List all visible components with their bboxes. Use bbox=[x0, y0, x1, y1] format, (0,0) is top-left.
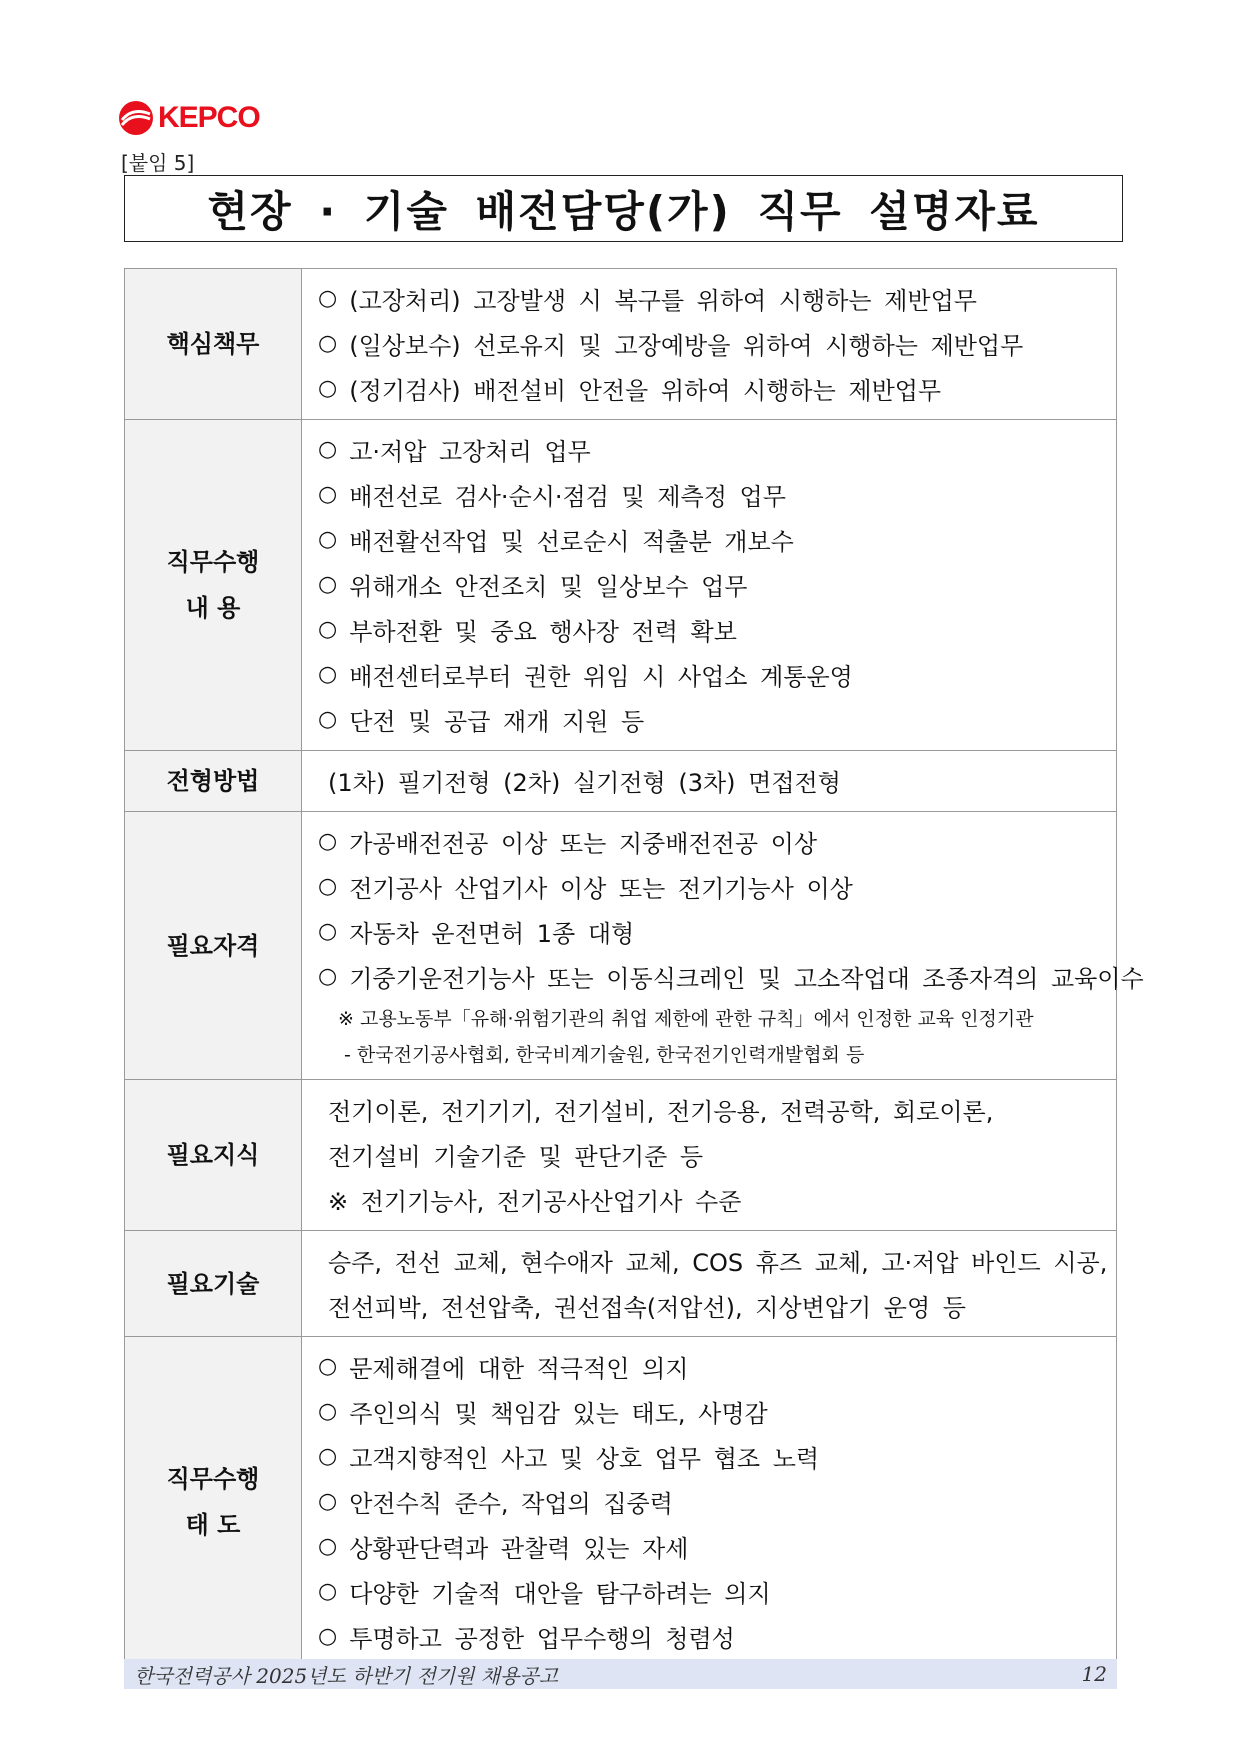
circle-bullet-icon: ○ bbox=[318, 1399, 338, 1424]
text-line: 전선피박, 전선압축, 권선접속(저압선), 지상변압기 운영 등 bbox=[328, 1294, 966, 1322]
title-box bbox=[124, 175, 1123, 242]
circle-bullet-icon: ○ bbox=[318, 829, 338, 854]
row-label: 필요기술 bbox=[166, 1269, 260, 1298]
circle-bullet-icon: ○ bbox=[318, 376, 338, 401]
circle-bullet-icon: ○ bbox=[318, 286, 338, 311]
list-item bbox=[318, 562, 1100, 607]
list-item bbox=[318, 1524, 1100, 1569]
list-item-text: 안전수칙 준수, 작업의 집중력 bbox=[349, 1490, 673, 1518]
list-item-text: 주인의식 및 책임감 있는 태도, 사명감 bbox=[349, 1400, 768, 1428]
circle-bullet-icon: ○ bbox=[318, 331, 338, 356]
list-item bbox=[318, 472, 1100, 517]
list-item bbox=[318, 1389, 1100, 1434]
note-text: ※ 고용노동부「유해·위험기관의 취업 제한에 관한 규칙」에서 인정한 교육 인정기관 bbox=[338, 1007, 1034, 1030]
list-item bbox=[318, 427, 1100, 472]
page-number: 12 bbox=[1081, 1662, 1107, 1686]
list-item-text: 단전 및 공급 재개 지원 등 bbox=[349, 708, 645, 736]
table-row bbox=[125, 269, 1117, 420]
row-label-cell bbox=[125, 420, 302, 751]
circle-bullet-icon: ○ bbox=[318, 1489, 338, 1514]
circle-bullet-icon: ○ bbox=[318, 482, 338, 507]
list-item-text: 고·저압 고장처리 업무 bbox=[349, 438, 591, 466]
row-label-cell bbox=[125, 812, 302, 1080]
row-label: 태 도 bbox=[185, 1511, 241, 1539]
table-row bbox=[125, 812, 1117, 1080]
list-item-text: 문제해결에 대한 적극적인 의지 bbox=[349, 1355, 689, 1383]
circle-bullet-icon: ○ bbox=[318, 919, 338, 944]
subnote-text: - 한국전기공사협회, 한국비계기술원, 한국전기인력개발협회 등 bbox=[344, 1043, 865, 1066]
list-item bbox=[318, 954, 1144, 999]
list-item-text: 가공배전전공 이상 또는 지중배전전공 이상 bbox=[349, 830, 818, 858]
table-row bbox=[125, 1231, 1117, 1337]
list-item-text: 투명하고 공정한 업무수행의 청렴성 bbox=[349, 1625, 735, 1653]
row-label: 필요지식 bbox=[166, 1141, 260, 1169]
list-item-text: (고장처리) 고장발생 시 복구를 위하여 시행하는 제반업무 bbox=[349, 287, 977, 315]
list-item-text: 상황판단력과 관찰력 있는 자세 bbox=[349, 1535, 689, 1563]
list-item bbox=[318, 1479, 1100, 1524]
kepco-logo bbox=[118, 100, 260, 136]
list-item bbox=[318, 1344, 1100, 1389]
circle-bullet-icon: ○ bbox=[318, 527, 338, 552]
list-item bbox=[318, 652, 1100, 697]
list-item-text: 다양한 기술적 대안을 탐구하려는 의지 bbox=[349, 1580, 771, 1608]
table-row bbox=[125, 1337, 1117, 1668]
list-item-text: 자동차 운전면허 1종 대형 bbox=[349, 920, 635, 948]
text-line: 전기설비 기술기준 및 판단기준 등 bbox=[328, 1143, 704, 1171]
text-line: ※ 전기기능사, 전기공사산업기사 수준 bbox=[328, 1188, 742, 1216]
list-item-text: 배전활선작업 및 선로순시 적출분 개보수 bbox=[349, 528, 794, 556]
row-content-cell bbox=[302, 420, 1117, 751]
circle-bullet-icon: ○ bbox=[318, 707, 338, 732]
table-row bbox=[125, 1080, 1117, 1231]
list-item bbox=[318, 909, 1100, 954]
circle-bullet-icon: ○ bbox=[318, 572, 338, 597]
circle-bullet-icon: ○ bbox=[318, 662, 338, 687]
row-label: 필요자격 bbox=[166, 931, 260, 960]
list-item-text: 배전센터로부터 권한 위임 시 사업소 계통운영 bbox=[349, 663, 853, 691]
list-item-text: 전기공사 산업기사 이상 또는 전기기능사 이상 bbox=[349, 875, 853, 903]
table-row bbox=[125, 420, 1117, 751]
list-item-text: 위해개소 안전조치 및 일상보수 업무 bbox=[349, 573, 748, 601]
row-content-cell bbox=[302, 1337, 1117, 1668]
row-label: 핵심책무 bbox=[166, 330, 260, 358]
list-item bbox=[318, 864, 1100, 909]
list-item bbox=[318, 276, 1100, 321]
circle-bullet-icon: ○ bbox=[318, 1579, 338, 1604]
circle-bullet-icon: ○ bbox=[318, 1354, 338, 1379]
text-line: 승주, 전선 교체, 현수애자 교체, COS 휴즈 교체, 고·저압 바인드 시공, bbox=[328, 1249, 1108, 1277]
row-label-cell bbox=[125, 1080, 302, 1231]
list-item-text: 고객지향적인 사고 및 상호 업무 협조 노력 bbox=[349, 1445, 820, 1473]
circle-bullet-icon: ○ bbox=[318, 1444, 338, 1469]
list-item bbox=[318, 1569, 1100, 1614]
page-title: 현장 · 기술 배전담당(가) 직무 설명자료 bbox=[207, 186, 1040, 236]
row-label: 전형방법 bbox=[166, 767, 260, 795]
list-item bbox=[318, 517, 1100, 562]
list-item bbox=[318, 1434, 1100, 1479]
logo-wordmark: KEPCO bbox=[158, 101, 260, 134]
list-item bbox=[318, 1614, 1100, 1659]
circle-bullet-icon: ○ bbox=[318, 874, 338, 899]
row-content-cell bbox=[302, 1231, 1117, 1337]
row-label-cell bbox=[125, 751, 302, 812]
row-label: 직무수행 bbox=[166, 1465, 260, 1493]
circle-bullet-icon: ○ bbox=[318, 1624, 338, 1649]
list-item-text: (정기검사) 배전설비 안전을 위하여 시행하는 제반업무 bbox=[349, 377, 942, 405]
footer-text: 한국전력공사 2025년도 하반기 전기원 채용공고 bbox=[134, 1663, 559, 1688]
row-content-cell bbox=[302, 812, 1144, 1080]
circle-bullet-icon: ○ bbox=[318, 617, 338, 642]
kepco-emblem-icon bbox=[118, 100, 154, 136]
row-content-cell bbox=[302, 751, 1117, 812]
list-item bbox=[318, 697, 1100, 742]
row-content-cell bbox=[302, 269, 1117, 420]
list-item-text: 부하전환 및 중요 행사장 전력 확보 bbox=[349, 618, 737, 646]
page-footer bbox=[124, 1659, 1117, 1689]
list-item bbox=[318, 607, 1100, 652]
list-item-text: 기중기운전기능사 또는 이동식크레인 및 고소작업대 조종자격의 교육이수 bbox=[349, 965, 1144, 993]
circle-bullet-icon: ○ bbox=[318, 964, 338, 989]
row-label: 내 용 bbox=[185, 594, 241, 622]
list-item bbox=[318, 819, 1100, 864]
row-label-cell bbox=[125, 269, 302, 420]
text-line: (1차) 필기전형 (2차) 실기전형 (3차) 면접전형 bbox=[328, 769, 841, 797]
row-label: 직무수행 bbox=[166, 548, 260, 576]
list-item-text: 배전선로 검사·순시·점검 및 제측정 업무 bbox=[349, 483, 786, 511]
circle-bullet-icon: ○ bbox=[318, 1534, 338, 1559]
attachment-label: [붙임 5] bbox=[121, 151, 195, 175]
table-row bbox=[125, 751, 1117, 812]
circle-bullet-icon: ○ bbox=[318, 437, 338, 462]
row-content-cell bbox=[302, 1080, 1117, 1231]
list-item bbox=[318, 366, 1100, 411]
row-label-cell bbox=[125, 1231, 302, 1337]
row-label-cell bbox=[125, 1337, 302, 1668]
list-item bbox=[318, 321, 1100, 366]
text-line: 전기이론, 전기기기, 전기설비, 전기응용, 전력공학, 회로이론, bbox=[328, 1098, 994, 1126]
list-item-text: (일상보수) 선로유지 및 고장예방을 위하여 시행하는 제반업무 bbox=[349, 332, 1024, 360]
job-description-table bbox=[124, 268, 1144, 1668]
